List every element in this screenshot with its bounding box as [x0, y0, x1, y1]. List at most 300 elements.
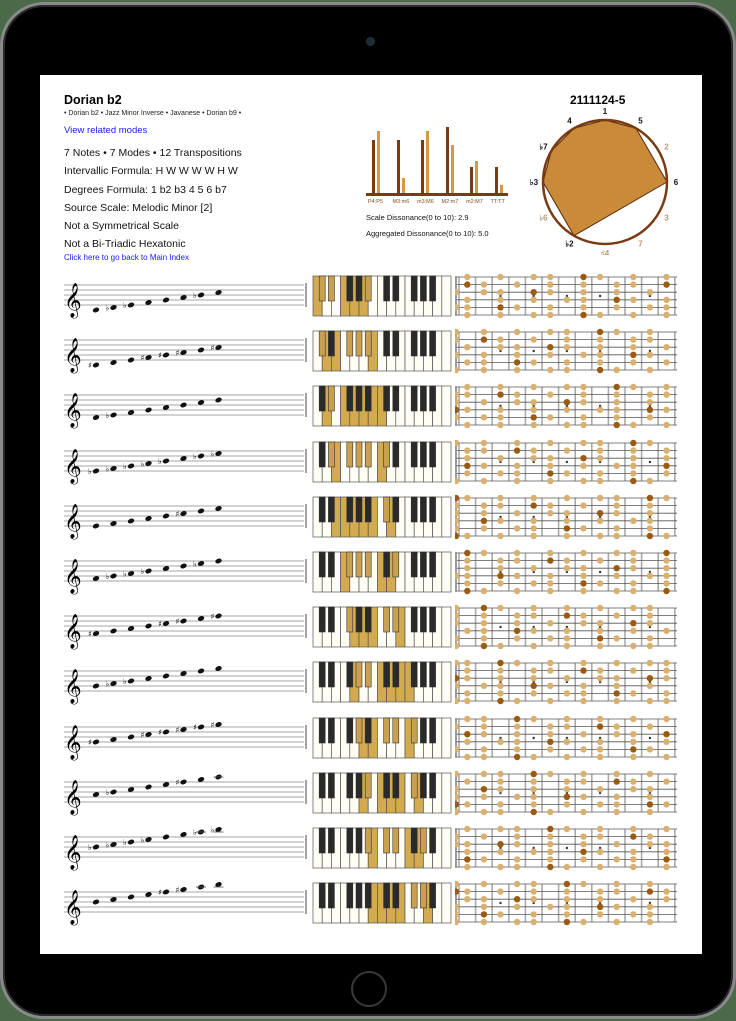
piano-black-key[interactable] — [430, 552, 436, 577]
piano-keyboard — [312, 496, 452, 538]
piano-black-key[interactable] — [328, 883, 334, 908]
scale-note-dot — [580, 565, 586, 571]
scale-note-dot — [481, 856, 487, 862]
scale-note-dot — [514, 344, 520, 350]
piano-black-key[interactable] — [384, 607, 390, 632]
note-head — [127, 357, 135, 364]
piano-black-key[interactable] — [430, 607, 436, 632]
root-note-dot — [531, 289, 537, 295]
piano-white-key[interactable] — [442, 773, 451, 813]
note-head — [197, 723, 205, 730]
sharp-icon: ♯ — [210, 720, 215, 730]
circle-degree-label: 3 — [664, 213, 669, 223]
piano-black-key[interactable] — [347, 773, 353, 798]
note-head — [92, 844, 100, 851]
piano-black-key[interactable] — [420, 607, 426, 632]
staff-notation — [60, 825, 308, 875]
treble-clef-icon: 𝄞 — [64, 283, 82, 318]
piano-white-key[interactable] — [442, 331, 451, 371]
piano-black-key[interactable] — [319, 662, 325, 687]
scale-note-dot — [547, 304, 553, 310]
piano-black-key[interactable] — [328, 442, 334, 467]
scale-note-dot — [514, 635, 520, 641]
scale-note-dot — [663, 470, 669, 476]
piano-black-key[interactable] — [356, 828, 362, 853]
flat-icon: ♭ — [193, 291, 197, 300]
piano-black-key[interactable] — [420, 773, 426, 798]
scale-note-dot — [580, 809, 586, 815]
piano-black-key[interactable] — [365, 662, 371, 687]
piano-black-key[interactable] — [384, 828, 390, 853]
piano-black-key[interactable] — [393, 386, 399, 411]
piano-black-key[interactable] — [319, 331, 325, 356]
piano-black-key[interactable] — [393, 773, 399, 798]
piano-black-key[interactable] — [384, 662, 390, 687]
piano-black-key[interactable] — [328, 607, 334, 632]
piano-black-key[interactable] — [393, 828, 399, 853]
piano-black-key[interactable] — [411, 497, 417, 522]
scale-note-dot — [580, 919, 586, 925]
scale-note-dot — [481, 281, 487, 287]
sharp-icon: ♯ — [175, 725, 180, 735]
scale-note-dot — [514, 525, 520, 531]
scale-note-dot — [647, 525, 653, 531]
piano-black-key[interactable] — [430, 662, 436, 687]
scale-note-dot — [531, 668, 537, 674]
scale-note-dot — [614, 588, 620, 594]
scale-note-dot — [647, 392, 653, 398]
piano-black-key[interactable] — [411, 607, 417, 632]
piano-black-key[interactable] — [411, 828, 417, 853]
scale-note-dot — [630, 312, 636, 318]
piano-black-key[interactable] — [384, 773, 390, 798]
circle-degree-label: 1 — [602, 107, 608, 116]
piano-black-key[interactable] — [393, 607, 399, 632]
piano-black-key[interactable] — [420, 331, 426, 356]
scale-note-dot — [531, 675, 537, 681]
piano-white-key[interactable] — [442, 607, 451, 647]
piano-black-key[interactable] — [430, 497, 436, 522]
piano-keyboard — [312, 717, 452, 759]
guitar-fretboard — [455, 494, 680, 540]
piano-keyboard — [312, 441, 452, 483]
flat-icon: ♭ — [140, 459, 145, 469]
piano-black-key[interactable] — [430, 828, 436, 853]
root-note-dot — [597, 329, 603, 335]
piano-black-key[interactable] — [319, 607, 325, 632]
piano-black-key[interactable] — [411, 883, 417, 908]
flat-icon: ♭ — [88, 466, 92, 476]
piano-black-key[interactable] — [347, 552, 353, 577]
scale-note-dot — [597, 312, 603, 318]
piano-black-key[interactable] — [328, 331, 334, 356]
piano-black-key[interactable] — [365, 497, 371, 522]
piano-black-key[interactable] — [319, 386, 325, 411]
scale-note-dot — [497, 289, 503, 295]
piano-black-key[interactable] — [356, 883, 362, 908]
piano-white-key[interactable] — [442, 662, 451, 702]
root-note-dot — [564, 881, 570, 887]
scale-note-dot — [663, 889, 669, 895]
piano-black-key[interactable] — [365, 883, 371, 908]
piano-black-key[interactable] — [430, 442, 436, 467]
piano-black-key[interactable] — [411, 442, 417, 467]
piano-black-key[interactable] — [430, 331, 436, 356]
scale-note-dot — [497, 826, 503, 832]
piano-white-key[interactable] — [442, 386, 451, 426]
piano-black-key[interactable] — [319, 552, 325, 577]
piano-black-key[interactable] — [319, 276, 325, 301]
circle-degree-label: ♭3 — [530, 178, 539, 187]
piano-black-key[interactable] — [356, 276, 362, 301]
piano-black-key[interactable] — [319, 718, 325, 743]
scale-note-dot — [497, 297, 503, 303]
piano-black-key[interactable] — [328, 718, 334, 743]
scale-note-dot — [580, 573, 586, 579]
scale-note-dot — [464, 470, 470, 476]
scale-note-dot — [663, 297, 669, 303]
scale-note-dot — [614, 533, 620, 539]
scale-note-dot — [514, 793, 520, 799]
piano-black-key[interactable] — [347, 883, 353, 908]
scale-note-dot — [597, 786, 603, 792]
scale-note-dot — [464, 715, 470, 721]
scale-note-dot — [547, 439, 553, 445]
piano-black-key[interactable] — [384, 442, 390, 467]
root-note-dot — [597, 904, 603, 910]
piano-black-key[interactable] — [393, 883, 399, 908]
transposition-row — [60, 825, 700, 880]
scale-note-dot — [464, 778, 470, 784]
root-note-dot — [630, 477, 636, 483]
piano-black-key[interactable] — [319, 442, 325, 467]
scale-note-dot — [481, 731, 487, 737]
bar-scale-3 — [446, 127, 449, 193]
piano-black-key[interactable] — [393, 552, 399, 577]
flat-icon: ♭ — [105, 464, 110, 474]
scale-note-dot — [514, 723, 520, 729]
fret-marker — [499, 626, 501, 628]
piano-black-key[interactable] — [347, 662, 353, 687]
piano-white-key[interactable] — [442, 718, 451, 758]
piano-white-key[interactable] — [442, 552, 451, 592]
flat-icon: ♭ — [193, 559, 197, 569]
scale-note-dot — [531, 422, 537, 428]
piano-black-key[interactable] — [420, 662, 426, 687]
scale-note-dot — [580, 399, 586, 405]
scale-note-dot — [547, 352, 553, 358]
scale-note-dot — [614, 329, 620, 335]
piano-black-key[interactable] — [356, 607, 362, 632]
piano-white-key[interactable] — [442, 276, 451, 316]
scale-note-dot — [547, 502, 553, 508]
piano-black-key[interactable] — [420, 276, 426, 301]
note-head — [162, 352, 170, 359]
scale-note-dot — [564, 337, 570, 343]
scale-note-dot — [597, 833, 603, 839]
scale-note-dot — [614, 392, 620, 398]
scale-note-dot — [580, 462, 586, 468]
scale-note-dot — [647, 643, 653, 649]
root-note-dot — [663, 281, 669, 287]
piano-white-key[interactable] — [442, 828, 451, 868]
piano-black-key[interactable] — [411, 718, 417, 743]
scale-note-dot — [597, 738, 603, 744]
bar-scale-0 — [372, 140, 375, 193]
note-head — [127, 733, 135, 740]
piano-black-key[interactable] — [347, 497, 353, 522]
scale-note-dot — [630, 628, 636, 634]
scale-note-dot — [514, 352, 520, 358]
piano-black-key[interactable] — [328, 386, 334, 411]
root-note-dot — [514, 715, 520, 721]
sharp-icon: ♯ — [210, 612, 215, 622]
circle-degree-label: ♯4 — [600, 249, 610, 255]
scale-note-dot — [464, 849, 470, 855]
scale-note-dot — [597, 801, 603, 807]
scale-note-dot — [630, 731, 636, 737]
piano-black-key[interactable] — [420, 718, 426, 743]
scale-note-dot — [597, 896, 603, 902]
piano-black-key[interactable] — [430, 718, 436, 743]
guitar-fretboard — [455, 273, 680, 319]
piano-black-key[interactable] — [393, 718, 399, 743]
piano-black-key[interactable] — [411, 662, 417, 687]
piano-black-key[interactable] — [328, 276, 334, 301]
scale-note-dot — [564, 635, 570, 641]
scale-note-dot — [663, 849, 669, 855]
root-note-dot — [481, 911, 487, 917]
piano-black-key[interactable] — [393, 442, 399, 467]
piano-black-key[interactable] — [365, 828, 371, 853]
root-note-dot — [514, 896, 520, 902]
piano-black-key[interactable] — [365, 552, 371, 577]
piano-black-key[interactable] — [384, 552, 390, 577]
piano-black-key[interactable] — [356, 773, 362, 798]
scale-note-dot — [547, 841, 553, 847]
scale-note-dot — [647, 573, 653, 579]
piano-black-key[interactable] — [328, 552, 334, 577]
piano-white-key[interactable] — [442, 497, 451, 537]
scale-note-dot — [663, 557, 669, 563]
piano-black-key[interactable] — [356, 497, 362, 522]
piano-black-key[interactable] — [411, 386, 417, 411]
piano-black-key[interactable] — [430, 386, 436, 411]
piano-black-key[interactable] — [384, 883, 390, 908]
piano-black-key[interactable] — [365, 331, 371, 356]
piano-black-key[interactable] — [411, 276, 417, 301]
piano-black-key[interactable] — [347, 331, 353, 356]
piano-black-key[interactable] — [384, 497, 390, 522]
piano-black-key[interactable] — [347, 718, 353, 743]
piano-white-key[interactable] — [442, 883, 451, 923]
scale-note-dot — [497, 455, 503, 461]
transposition-row — [60, 328, 700, 383]
scale-note-dot — [630, 643, 636, 649]
scale-note-dot — [547, 904, 553, 910]
root-note-dot — [564, 919, 570, 925]
root-note-dot — [647, 407, 653, 413]
piano-black-key[interactable] — [420, 386, 426, 411]
scale-note-dot — [580, 698, 586, 704]
scale-note-dot — [497, 565, 503, 571]
sharp-icon: ♯ — [158, 619, 162, 629]
piano-black-key[interactable] — [430, 276, 436, 301]
scale-note-dot — [531, 447, 537, 453]
piano-black-key[interactable] — [319, 828, 325, 853]
bar-scale-1 — [397, 140, 400, 193]
piano-black-key[interactable] — [384, 386, 390, 411]
flat-icon: ♭ — [105, 787, 110, 797]
piano-black-key[interactable] — [328, 773, 334, 798]
scale-note-dot — [497, 809, 503, 815]
scale-note-dot — [531, 384, 537, 390]
scale-note-dot — [564, 557, 570, 563]
scale-note-dot — [647, 635, 653, 641]
scale-note-dot — [597, 495, 603, 501]
fact-source-scale: Source Scale: Melodic Minor [2] — [64, 201, 213, 214]
scale-note-dot — [663, 573, 669, 579]
scale-note-dot — [614, 919, 620, 925]
piano-black-key[interactable] — [420, 497, 426, 522]
piano-black-key[interactable] — [365, 718, 371, 743]
scale-note-dot — [547, 510, 553, 516]
scale-note-dot — [614, 801, 620, 807]
piano-black-key[interactable] — [365, 276, 371, 301]
home-button[interactable] — [351, 971, 387, 1007]
scale-note-dot — [481, 588, 487, 594]
scale-note-dot — [564, 533, 570, 539]
piano-white-key[interactable] — [442, 442, 451, 482]
scale-note-dot — [481, 415, 487, 421]
piano-black-key[interactable] — [384, 718, 390, 743]
scale-note-dot — [547, 731, 553, 737]
scale-note-dot — [497, 911, 503, 917]
piano-black-key[interactable] — [347, 386, 353, 411]
scale-note-dot — [614, 495, 620, 501]
view-related-modes-link[interactable]: View related modes — [64, 125, 148, 136]
piano-black-key[interactable] — [356, 552, 362, 577]
piano-black-key[interactable] — [365, 442, 371, 467]
root-note-dot — [497, 392, 503, 398]
scale-note-dot — [630, 297, 636, 303]
piano-black-key[interactable] — [430, 773, 436, 798]
piano-black-key[interactable] — [411, 331, 417, 356]
piano-black-key[interactable] — [347, 276, 353, 301]
scale-note-dot — [630, 384, 636, 390]
note-head — [215, 613, 223, 620]
piano-black-key[interactable] — [420, 883, 426, 908]
piano-black-key[interactable] — [393, 276, 399, 301]
piano-black-key[interactable] — [411, 773, 417, 798]
scale-note-dot — [597, 439, 603, 445]
scale-note-dot — [531, 889, 537, 895]
piano-black-key[interactable] — [393, 331, 399, 356]
back-to-main-index-link[interactable]: Click here to go back to Main Index — [64, 253, 189, 262]
circle-degree-label: ♭2 — [565, 239, 574, 249]
scale-note-dot — [481, 904, 487, 910]
piano-black-key[interactable] — [319, 497, 325, 522]
note-head — [180, 563, 188, 570]
piano-keyboard — [312, 661, 452, 703]
piano-black-key[interactable] — [356, 442, 362, 467]
note-head — [162, 673, 170, 680]
scale-note-dot — [481, 477, 487, 483]
scale-note-dot — [547, 620, 553, 626]
scale-note-dot — [647, 510, 653, 516]
piano-black-key[interactable] — [420, 828, 426, 853]
piano-black-key[interactable] — [384, 276, 390, 301]
scale-note-dot — [647, 683, 653, 689]
fret-marker — [599, 571, 601, 573]
scale-note-dot — [464, 392, 470, 398]
scale-note-dot — [481, 399, 487, 405]
piano-black-key[interactable] — [347, 828, 353, 853]
piano-black-key[interactable] — [319, 883, 325, 908]
piano-black-key[interactable] — [319, 773, 325, 798]
scale-note-dot — [547, 550, 553, 556]
transposition-row — [60, 273, 700, 328]
piano-black-key[interactable] — [365, 773, 371, 798]
scale-note-dot — [564, 329, 570, 335]
piano-black-key[interactable] — [356, 386, 362, 411]
piano-black-key[interactable] — [430, 883, 436, 908]
scale-note-dot — [647, 329, 653, 335]
piano-black-key[interactable] — [356, 718, 362, 743]
note-head — [127, 302, 135, 309]
piano-black-key[interactable] — [356, 331, 362, 356]
scale-note-dot — [514, 550, 520, 556]
treble-clef-icon: 𝄞 — [64, 669, 82, 705]
piano-black-key[interactable] — [393, 662, 399, 687]
scale-note-dot — [614, 841, 620, 847]
piano-black-key[interactable] — [420, 552, 426, 577]
interval-circle — [530, 105, 680, 255]
scale-note-dot — [514, 367, 520, 373]
scale-note-dot — [647, 337, 653, 343]
piano-black-key[interactable] — [328, 497, 334, 522]
scale-note-dot — [647, 841, 653, 847]
piano-black-key[interactable] — [365, 607, 371, 632]
piano-black-key[interactable] — [420, 442, 426, 467]
piano-black-key[interactable] — [347, 442, 353, 467]
piano-black-key[interactable] — [347, 607, 353, 632]
note-head — [215, 558, 223, 565]
piano-black-key[interactable] — [411, 552, 417, 577]
scale-note-dot — [531, 786, 537, 792]
scale-note-dot — [580, 613, 586, 619]
note-head — [127, 894, 135, 901]
scale-note-dot — [580, 691, 586, 697]
aggregated-dissonance: Aggregated Dissonance(0 to 10): 5.0 — [366, 229, 489, 238]
treble-clef-icon: 𝄞 — [64, 835, 82, 870]
transposition-row — [60, 383, 700, 438]
scale-note-dot — [580, 683, 586, 689]
piano-black-key[interactable] — [356, 662, 362, 687]
scale-note-dot — [464, 274, 470, 280]
piano-black-key[interactable] — [384, 331, 390, 356]
piano-black-key[interactable] — [393, 497, 399, 522]
scale-note-dot — [564, 691, 570, 697]
piano-black-key[interactable] — [328, 828, 334, 853]
scale-note-dot — [663, 384, 669, 390]
root-note-dot — [614, 691, 620, 697]
root-note-dot — [630, 833, 636, 839]
scale-note-dot — [564, 675, 570, 681]
bar-scale-4 — [470, 167, 473, 193]
piano-black-key[interactable] — [328, 662, 334, 687]
piano-black-key[interactable] — [365, 386, 371, 411]
